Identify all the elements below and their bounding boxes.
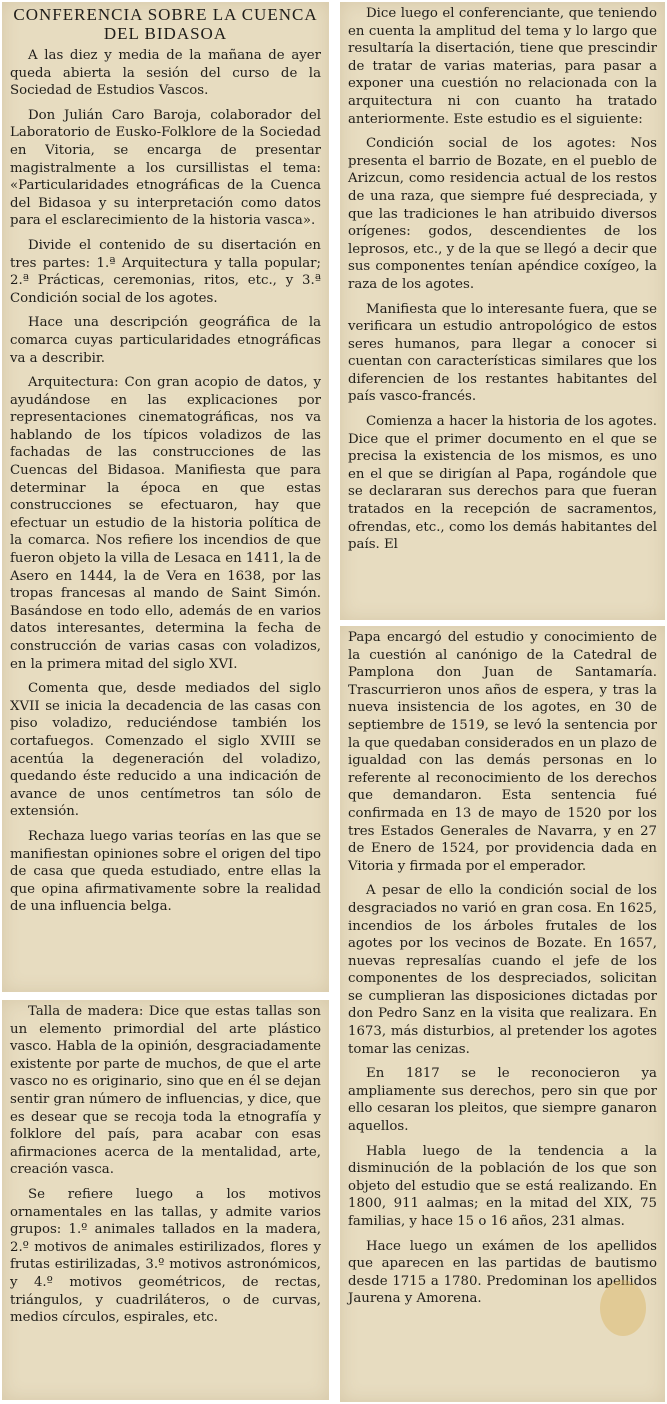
column-2 [2,1000,329,1400]
paragraph: Comienza a hacer la historia de los agotes. Dice que el primer documento en el que se precisa la existencia de los mismos, es uno en el que se dirigían al Papa, rogándole que se declararan sus derechos para que fueran tratados en la recepción de sacramentos, ofrendas, etc., como los demás habitantes del país. El [348,414,657,553]
column-4 [340,626,665,1402]
paragraph: Manifiesta que lo interesante fuera, que se verificara un estudio antropológico de estos seres humanos, para llegar a conocer si cuentan con características similares que los diferencien de los restantes habitantes del país vasco-francés. [348,301,657,405]
paragraph: Divide el contenido de su disertación en tres partes: 1.ª Arquitectura y talla popular; 2.ª Prácticas, ceremonias, ritos, etc., y 3.ª Condición social de los agotes. [10,237,321,306]
paragraph: Rechaza luego varias teorías en las que se manifiestan opiniones sobre el origen del tipo de casa que queda estudiado, entre ellas la que opina afirmativamente sobre la realidad de una influencia belga. [10,828,321,915]
paragraph: Habla luego de la tendencia a la disminución de la población de los que son objeto del estudio que se está realizando. En 1800, 911 aalmas; en la mitad del XIX, 75 familias, y hace 15 o 16 años, 231 almas. [348,1143,657,1229]
paragraph: A las diez y media de la mañana de ayer queda abierta la sesión del curso de la Sociedad de Estudios Vascos. [10,48,321,99]
paragraph: Hace luego un exámen de los apellidos que aparecen en las partidas de bautismo desde 1715 a 1780. Predominan los apellidos Jaurena y Amorena. [348,1238,657,1307]
paragraph: Don Julián Caro Baroja, colaborador del Laboratorio de Eusko-Folklore de la Sociedad en Vitoria, se encarga de presentar magistralmente a los cursillistas el tema: «Particularidades etnográficas de la Cuenca del Bidasoa y su interpretación como datos para el esclarecimiento de la historia vasca». [10,107,321,229]
paragraph: Hace una descripción geográfica de la comarca cuyas particularidades etnográficas va a describir. [10,315,321,366]
paragraph: Condición social de los agotes: Nos presenta el barrio de Bozate, en el pueblo de Arizcun, como residencia actual de los restos de una raza, que siempre fué despreciada, y que las tradiciones le han atribuido diversos orígenes: godos, descendientes de los leprosos, etc., y de la que se llegó a decir que sus componentes tenían apéndice coxígeo, la raza de los agotes. [348,136,657,292]
article-title: CONFERENCIA SOBRE LA CUENCA DEL BIDASOA [13,5,318,43]
column-3 [340,2,665,620]
paragraph: Dice luego el conferenciante, que teniendo en cuenta la amplitud del tema y lo largo que resultaría la disertación, tiene que prescindir de tratar de varias materias, para pasar a exponer una cuestión no relacionada con la arquitectura ni con cuanto ha tratado anteriormente. Este estudio es el siguiente: [348,6,657,127]
paragraph: Comenta que, desde mediados del siglo XVII se inicia la decadencia de las casas con piso voladizo, reduciéndose también los cortafuegos. Comenzado el siglo XVIII se acentúa la degeneración del voladizo, quedando éste reducido a una indicación de avance de unos centímetros tan sólo de extensión. [10,681,321,820]
paragraph: Se refiere luego a los motivos ornamentales en las tallas, y admite varios grupos: 1.º animales tallados en la madera, 2.º motivos de animales estirilizados, flores y frutas estirilizadas, 3.º motivos astronómicos, y 4.º motivos geométricos, de rectas, triángulos, y cuadriláteros, o de curvas, medios círculos, espirales, etc. [10,1186,321,1326]
paragraph: Papa encargó del estudio y conocimiento de la cuestión al canónigo de la Catedral de Pamplona don Juan de Santamaría. Trascurrieron unos años de espera, y tras la nueva insistencia de los agotes, en 30 de septiembre de 1519, se levó la sentencia por la que quedaban considerados en un plazo de igualdad con las demás personas en lo referente al reconocimiento de los derechos que demandaron. Esta sentencia fué confirmada en 13 de mayo de 1520 por los tres Estados Generales de Navarra, y en 27 de Enero de 1524, por providencia dada en Vitoria y firmada por el emperador. [348,630,657,874]
paragraph: Talla de madera: Dice que estas tallas son un elemento primordial del arte plástico vasco. Habla de la opinión, desgraciadamente existente por parte de muchos, de que el arte vasco no es originario, sino que en él se dejan sentir gran número de influencias, y dice, que es desear que se recoja toda la etnografía y folklore del país, para acabar con esas afirmaciones acerca de la mentalidad, arte, creación vasca. [10,1004,321,1178]
paragraph: En 1817 se le reconocieron ya ampliamente sus derechos, pero sin que por ello cesaran los pleitos, que siempre ganaron aquellos. [348,1066,657,1135]
paragraph: Arquitectura: Con gran acopio de datos, y ayudándose en las explicaciones por representaciones cinematográficas, nos va hablando de los típicos voladizos de las fachadas de las construcciones de las Cuencas del Bidasoa. Manifiesta que para determinar la época en que estas construcciones se efectuaron, hay que efectuar un estudio de la historia política de la comarca. Nos refiere los incendios de que fueron objeto la villa de Lesaca en 1411, la de Asero en 1444, la de Vera en 1638, por las tropas francesas al mando de Saint Simón. Basándose en todo ello, además de en varios datos interesantes, determina la fecha de construcción de varias casas con voladizos, en la primera mitad del siglo XVI. [10,375,321,672]
column-1 [2,2,329,992]
paragraph: A pesar de ello la condición social de los desgraciados no varió en gran cosa. En 1625, incendios de los árboles frutales de los agotes por los vecinos de Bozate. En 1657, nuevas represalías cuando el jefe de los componentes de los despreciados, solicitan se cumplieran las disposiciones dictadas por don Pedro Sanz en la visita que realizara. En 1673, más disturbios, al pretender los agotes tomar las cenizas. [348,883,657,1057]
